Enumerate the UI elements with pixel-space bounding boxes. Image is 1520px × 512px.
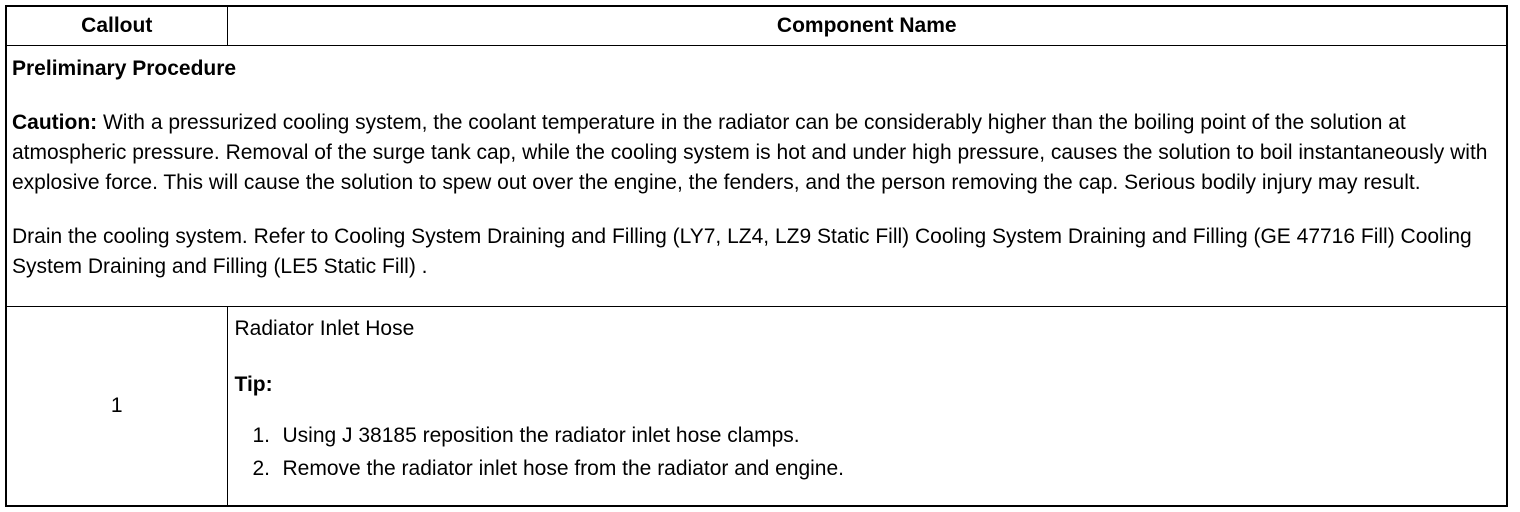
tip-steps-list [235, 419, 1501, 485]
drain-instruction: Drain the cooling system. Refer to Cooling System Draining and Filling (LY7, LZ4, LZ9 Static Fill) Cooling System Draining and Filling (GE 47716 Fill) Cooling System Draining and Filling (LE5 Static Fill) . [12, 225, 1472, 278]
preliminary-procedure-row [7, 46, 1506, 307]
caution-text: With a pressurized cooling system, the coolant temperature in the radiator can be considerably higher than the boiling point of the solution at atmospheric pressure. Removal of the surge tank cap, while the cooling system is hot and under high pressure, causes the solution to boil instantaneously with explosive force. This will cause the solution to spew out over the engine, the fenders, and the person removing the cap. Serious bodily injury may result. [12, 111, 1488, 194]
caution-paragraph [12, 108, 1500, 198]
caution-label: Caution: [12, 111, 98, 134]
procedure-table-frame [5, 5, 1508, 507]
component-name-column-header: Component Name [227, 7, 1506, 46]
step-text: Using J 38185 reposition the radiator inlet hose clamps. [282, 424, 800, 448]
list-item [235, 452, 1501, 485]
step-text: Remove the radiator inlet hose from the radiator and engine. [282, 457, 844, 481]
list-item [235, 419, 1501, 452]
table-header-row [7, 7, 1506, 46]
procedure-table [7, 7, 1506, 505]
step-number: 2. [252, 457, 271, 481]
callout-number: 1 [7, 307, 227, 505]
preliminary-procedure-title: Preliminary Procedure [12, 57, 237, 80]
component-cell [227, 307, 1506, 505]
table-row [7, 307, 1506, 505]
preliminary-procedure-cell [7, 46, 1506, 307]
tip-label: Tip: [234, 373, 273, 397]
callout-column-header: Callout [7, 7, 227, 46]
step-number: 1. [252, 424, 271, 448]
component-name: Radiator Inlet Hose [234, 317, 415, 341]
